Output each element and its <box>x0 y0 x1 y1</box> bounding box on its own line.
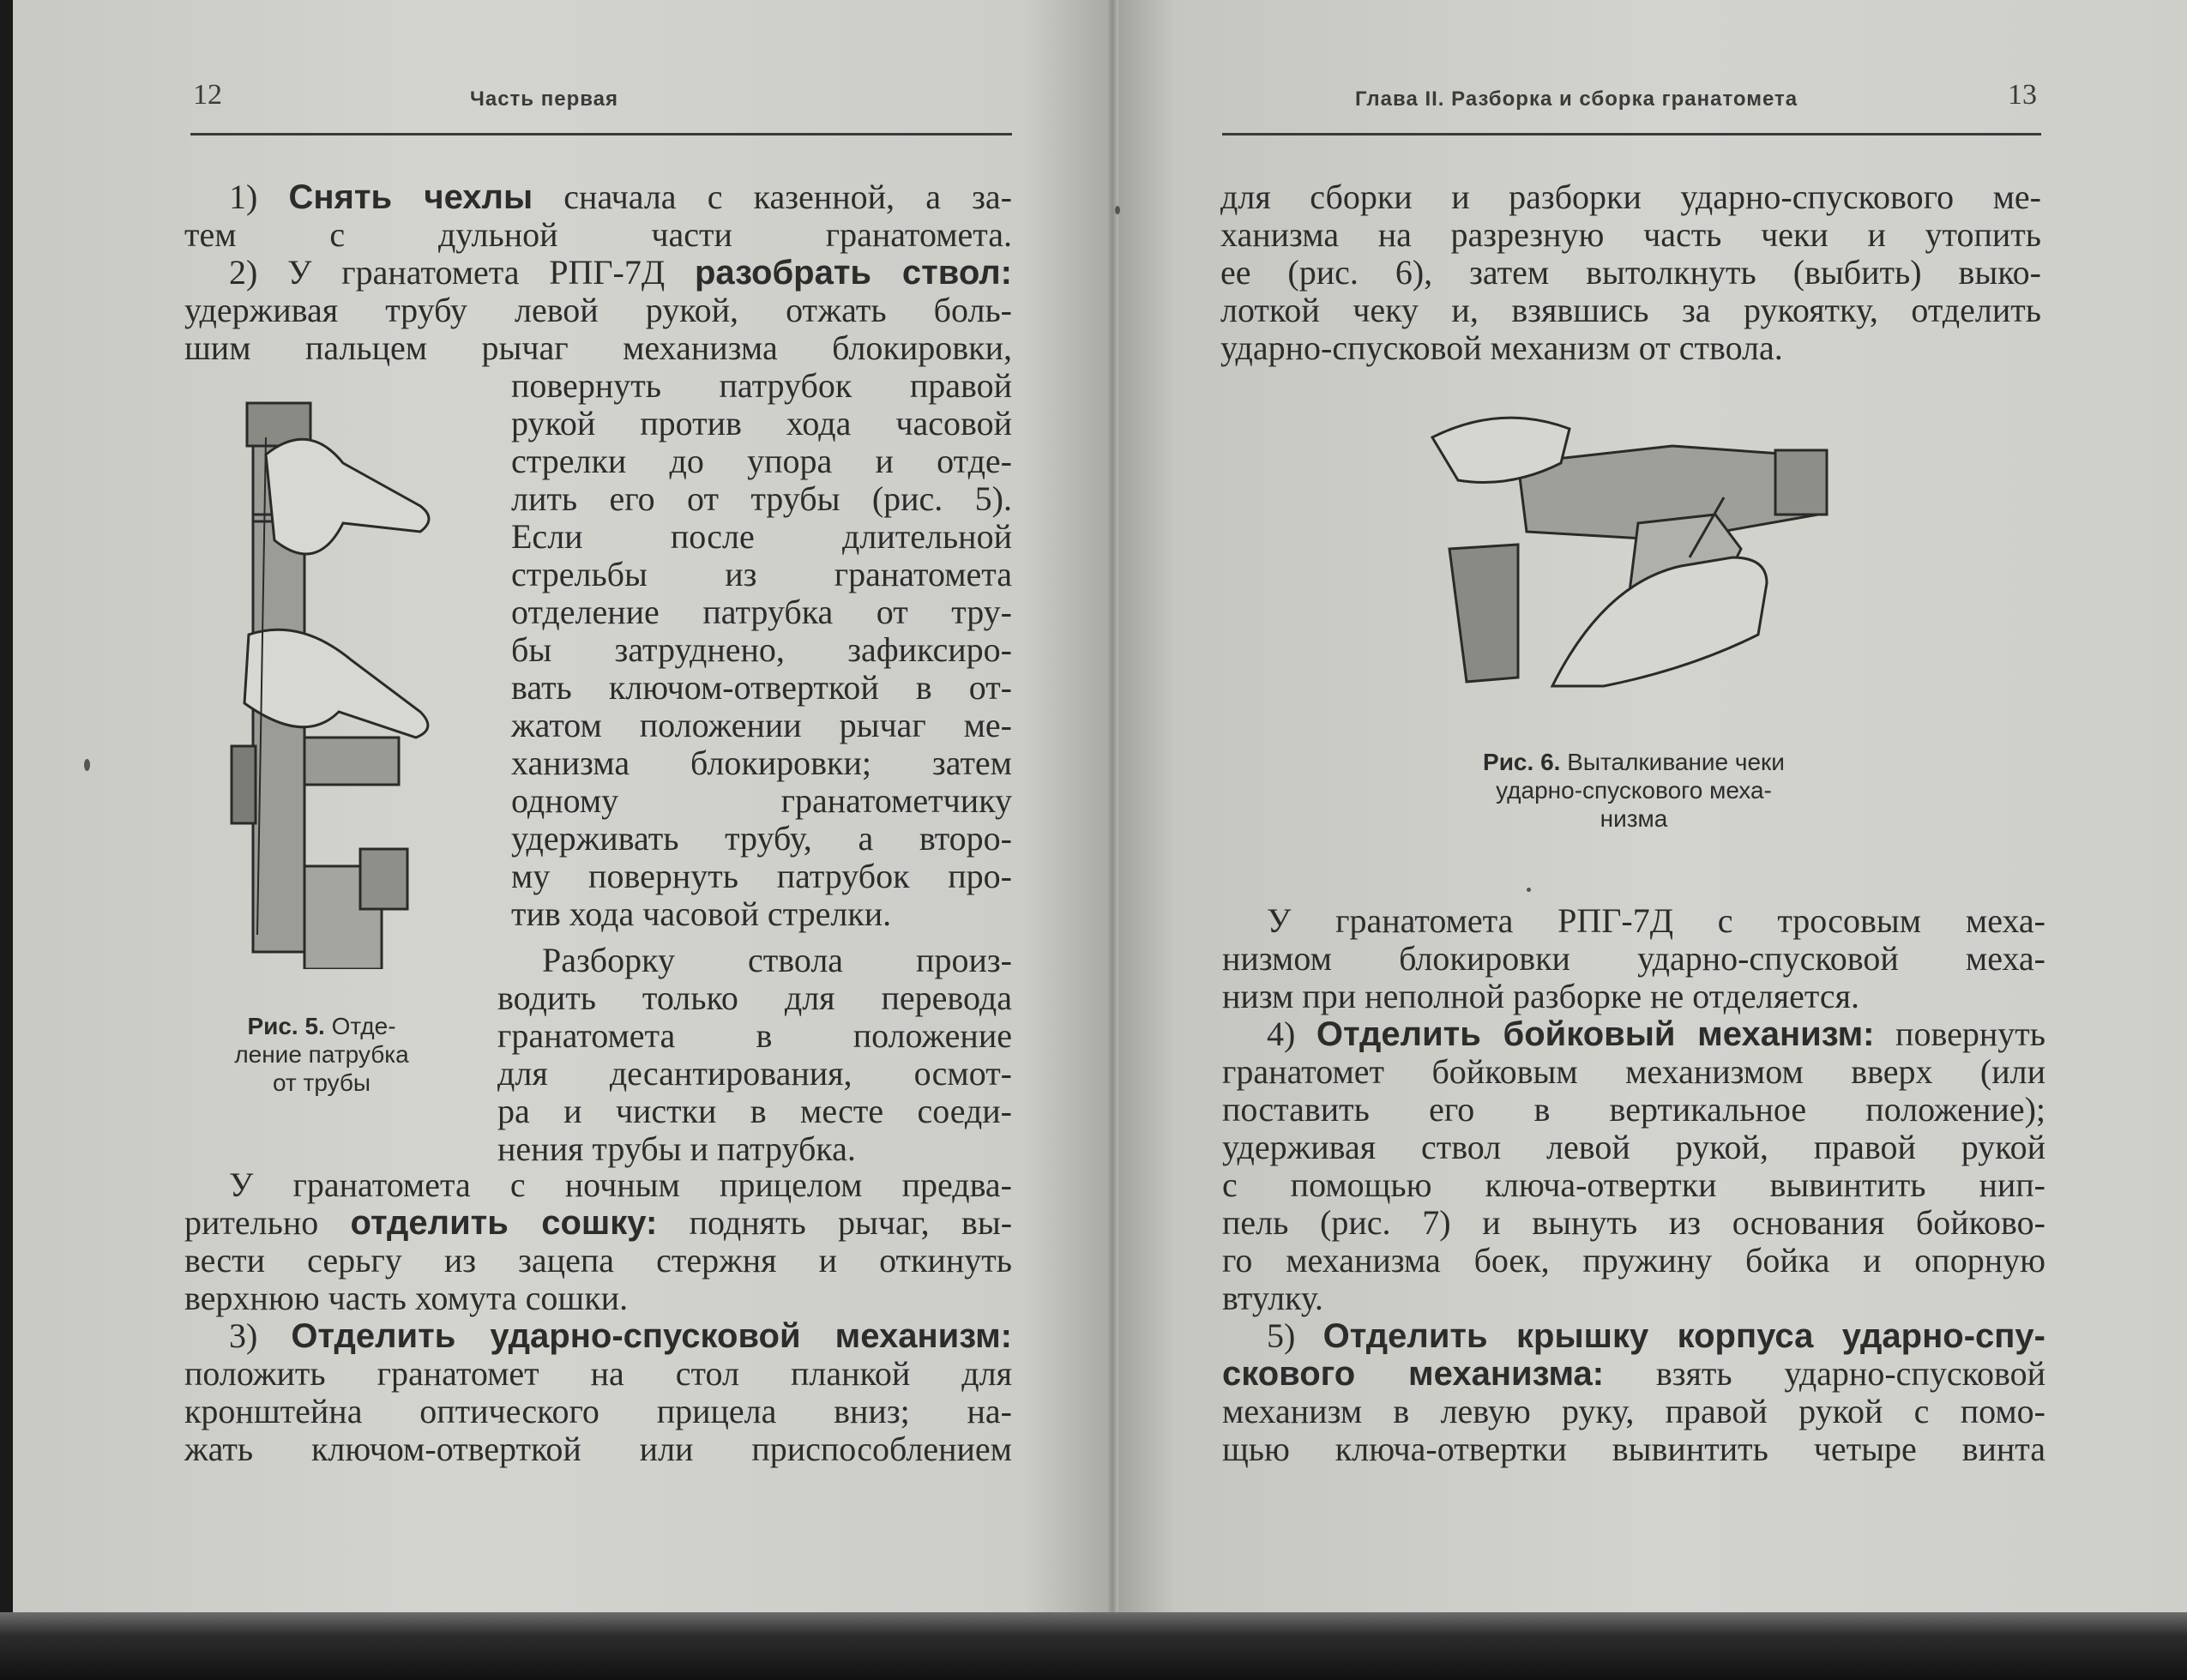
text-line <box>184 1242 1012 1280</box>
text-run: поставить его в вертикальное положение); <box>1222 1090 2045 1129</box>
scan-bottom-edge <box>0 1612 2187 1680</box>
text-run: удерживая ствол левой рукой, правой рукой <box>1222 1128 2045 1166</box>
text-run: гранатомет бойковым механизмом вверх (или <box>1222 1052 2045 1091</box>
text-line <box>1222 1091 2045 1129</box>
text-line: водить только для перевода <box>497 978 1012 1017</box>
text-line: ханизма блокировки; затем <box>511 744 1012 782</box>
text-run: сначала с казенной, а за- <box>533 178 1012 216</box>
text-line: му повернуть патрубок про- <box>511 857 1012 895</box>
book-gutter <box>1106 0 1118 1612</box>
text-line: повернуть патрубок правой <box>511 366 1012 405</box>
bold-phrase: отделить сошку: <box>350 1204 658 1242</box>
caption-label: Рис. 5. <box>247 1013 325 1039</box>
text-line <box>184 329 1012 367</box>
text-line <box>1222 1280 2045 1317</box>
text-line <box>1222 940 2045 978</box>
text-line: гранатомета в положение <box>497 1016 1012 1055</box>
scan-speck <box>1527 888 1531 892</box>
right-page-header <box>1355 79 2037 111</box>
figure-6-caption <box>1419 748 1848 833</box>
text-line: ударно-спусковой механизм от ствола. <box>1220 328 1783 367</box>
text-run: верхнюю часть хомута сошки. <box>184 1279 629 1317</box>
text-line <box>1222 1317 2045 1355</box>
text-run: щью ключа-отвертки вывинтить четыре винта <box>1222 1430 2045 1468</box>
text-line <box>184 1204 1012 1242</box>
text-run: 2) У гранатомета РПГ-7Д <box>229 253 695 292</box>
text-line <box>1222 1015 2045 1053</box>
text-line <box>184 1280 1012 1317</box>
text-line <box>184 1393 1012 1430</box>
text-line <box>1222 1430 2045 1468</box>
text-run: низмом блокировки ударно-спусковой меха- <box>1222 939 2045 978</box>
text-run: повернуть <box>1874 1015 2045 1053</box>
text-line: бы затруднено, зафиксиро- <box>511 630 1012 669</box>
scan-speck <box>1115 206 1120 214</box>
text-run: взять ударно-спусковой <box>1604 1354 2045 1393</box>
text-line <box>184 1430 1012 1468</box>
text-run: 1) <box>229 178 289 216</box>
text-line: для десантирования, осмот- <box>497 1054 1012 1093</box>
text-line <box>1222 978 2045 1015</box>
running-head-right: Глава II. Разборка и сборка гранатомета <box>1355 87 1798 111</box>
bold-phrase: Отделить бойковый механизм: <box>1316 1015 1875 1053</box>
text-line <box>1222 1393 2045 1430</box>
text-run: втулку. <box>1222 1279 1323 1317</box>
text-line <box>1222 1204 2045 1242</box>
text-line: Если после длительной <box>511 517 1012 556</box>
text-run: поднять рычаг, вы- <box>657 1203 1013 1242</box>
bold-phrase: Отделить крышку корпуса ударно-спу- <box>1322 1317 2045 1355</box>
text-line <box>184 1166 1012 1204</box>
caption-line: от трубы <box>272 1069 371 1096</box>
text-line: стрелки до упора и отде- <box>511 442 1012 480</box>
header-rule-right <box>1222 133 2041 135</box>
text-run: с помощью ключа-отвертки вывинтить нип- <box>1222 1165 2045 1204</box>
text-run: го механизма боек, пружину бойка и опорную <box>1222 1241 2045 1280</box>
scan-speck <box>84 759 90 771</box>
text-line: ее (рис. 6), затем вытолкнуть (выбить) выко- <box>1220 253 2041 292</box>
running-head-left: Часть первая <box>469 87 619 111</box>
text-run: тем с дульной части гранатомета. <box>184 215 1012 254</box>
text-line <box>1222 1129 2045 1166</box>
caption-line: низма <box>1600 805 1668 832</box>
text-line <box>184 1317 1012 1355</box>
text-line: лоткой чеку и, взявшись за рукоятку, отделить <box>1220 291 2041 329</box>
bold-phrase: скового механизма: <box>1222 1355 1605 1393</box>
text-line: удерживать трубу, а второ- <box>511 819 1012 858</box>
text-line: стрельбы из гранатомета <box>511 555 1012 593</box>
left-page-header <box>193 79 1012 111</box>
text-run: положить гранатомет на стол планкой для <box>184 1354 1012 1393</box>
text-run: удерживая трубу левой рукой, отжать боль- <box>184 291 1012 329</box>
header-rule-left <box>190 133 1012 135</box>
text-run: 3) <box>229 1316 292 1355</box>
text-line: нения трубы и патрубка. <box>497 1129 856 1168</box>
text-run: вести серьгу из зацепа стержня и откинуть <box>184 1241 1012 1280</box>
text-line: отделение патрубка от тру- <box>511 593 1012 631</box>
text-run: 4) <box>1267 1015 1316 1053</box>
text-run: шим пальцем рычаг механизма блокировки, <box>184 328 1012 367</box>
text-line: ра и чистки в месте соеди- <box>497 1092 1012 1130</box>
page-number-right: 13 <box>2008 79 2037 111</box>
text-run: низм при неполной разборке не отделяется. <box>1222 977 1860 1015</box>
caption-line: Отде- <box>324 1013 396 1039</box>
left-wrap-text <box>511 367 1012 933</box>
text-line: лить его от трубы (рис. 5). <box>511 479 1012 518</box>
figure-5-caption <box>197 1012 446 1097</box>
figure-6-illustration <box>1415 412 1861 703</box>
caption-line: ление патрубка <box>234 1041 409 1068</box>
bold-phrase: Снять чехлы <box>288 178 533 216</box>
text-line <box>1222 1166 2045 1204</box>
text-run: У гранатомета РПГ-7Д с тросовым меха- <box>1267 901 2045 940</box>
text-line: жатом положении рычаг ме- <box>511 706 1012 744</box>
text-line <box>184 178 1012 216</box>
text-line <box>184 1355 1012 1393</box>
caption-line: Выталкивание чеки <box>1560 749 1785 775</box>
text-line: Разборку ствола произ- <box>542 941 1012 979</box>
left-wrap-text-2 <box>497 942 1012 1168</box>
text-run: механизм в левую руку, правой рукой с помо- <box>1222 1392 2045 1430</box>
text-line <box>184 216 1012 254</box>
text-run: жать ключом-отверткой или приспособлением <box>184 1430 1012 1468</box>
text-line <box>1222 1355 2045 1393</box>
page-number-left: 12 <box>193 79 222 111</box>
right-bottom-text <box>1222 902 2045 1468</box>
text-run: У гранатомета с ночным прицелом предва- <box>229 1165 1012 1204</box>
text-run: 5) <box>1267 1316 1323 1355</box>
figure-5-illustration <box>214 386 472 969</box>
text-line: одному гранатометчику <box>511 781 1012 820</box>
text-line: для сборки и разборки ударно-спускового ме- <box>1220 178 2041 216</box>
left-bottom-text <box>184 1166 1012 1468</box>
text-line: рукой против хода часовой <box>511 404 1012 443</box>
text-line: ханизма на разрезную часть чеки и утопить <box>1220 215 2041 254</box>
text-run: рительно <box>184 1203 351 1242</box>
text-line <box>1222 902 2045 940</box>
caption-label: Рис. 6. <box>1483 749 1561 775</box>
text-run: пель (рис. 7) и вынуть из основания бойково- <box>1222 1203 2045 1242</box>
text-line <box>184 254 1012 292</box>
left-intro-text <box>184 178 1012 367</box>
text-run: кронштейна оптического прицела вниз; на- <box>184 1392 1012 1430</box>
caption-line: ударно-спускового меха- <box>1496 777 1772 804</box>
bold-phrase: Отделить ударно-спусковой механизм: <box>291 1317 1012 1355</box>
text-line <box>1222 1053 2045 1091</box>
text-line: вать ключом-отверткой в от- <box>511 668 1012 707</box>
text-line <box>184 292 1012 329</box>
text-line: тив хода часовой стрелки. <box>511 894 892 933</box>
text-line <box>1222 1242 2045 1280</box>
bold-phrase: разобрать ствол: <box>694 254 1012 292</box>
right-top-text <box>1220 178 2041 367</box>
